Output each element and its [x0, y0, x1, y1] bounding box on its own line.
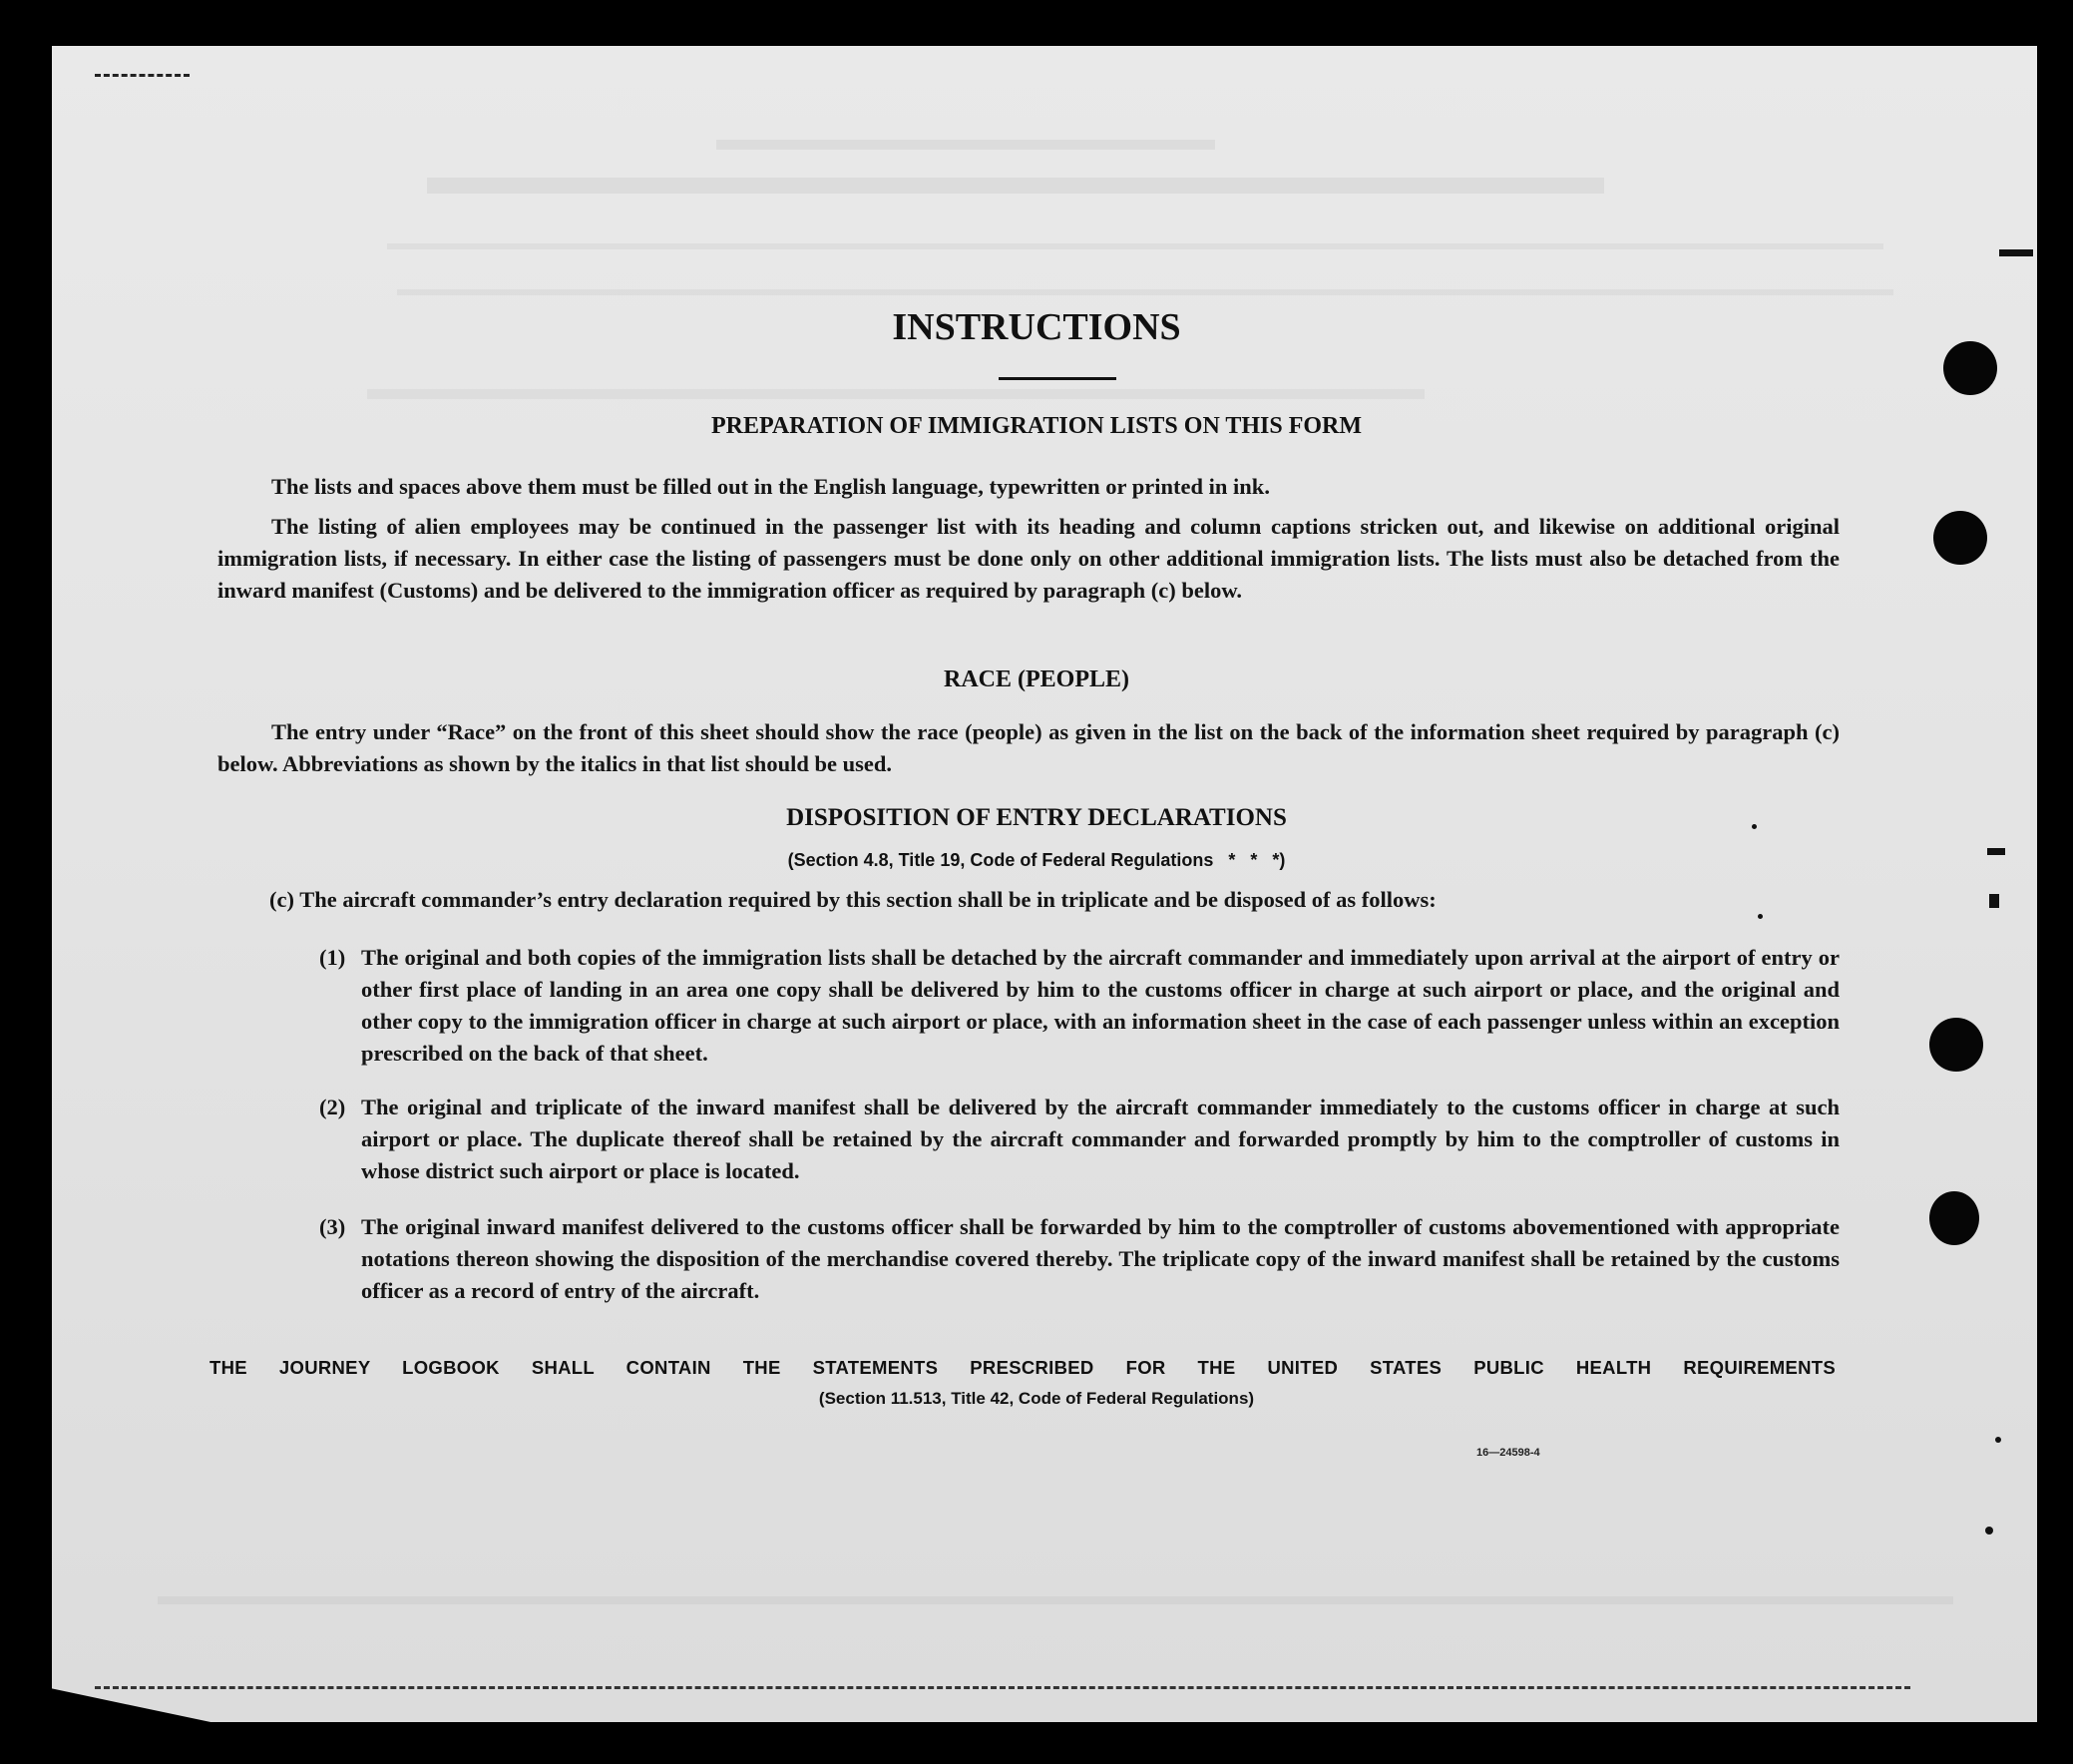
- disposition-item-3: [319, 1211, 1840, 1307]
- disposition-heading: DISPOSITION OF ENTRY DECLARATIONS: [786, 804, 1287, 831]
- race-para: The entry under “Race” on the front of this sheet should show the race (people) as given in the list on the back of the information sheet required by paragraph (c) below. Abbreviations as shown by the italics in that list should be used.: [217, 719, 1840, 776]
- title-underline: [999, 377, 1116, 380]
- item-text: The original and triplicate of the inward manifest shall be delivered by the aircraft commander immediately to the customs officer in charge at such airport or place. The duplicate thereof shall be retained by the aircraft commander and forwarded promptly by him to the comptroller of customs in whose district such airport or place is located.: [361, 1095, 1840, 1183]
- item-number: (2): [319, 1095, 346, 1119]
- footer-line-2: (Section 11.513, Title 42, Code of Federal Regulations): [818, 1389, 1255, 1408]
- footer-line-1: THE JOURNEY LOGBOOK SHALL CONTAIN THE STATEMENTS PRESCRIBED FOR THE UNITED STATES PUBLIC HEALTH REQUIREMENTS: [209, 1357, 1836, 1378]
- disposition-item-1: [319, 942, 1840, 1070]
- disposition-subheading: (Section 4.8, Title 19, Code of Federal Regulations * * *): [787, 850, 1286, 870]
- item-text: The original and both copies of the immigration lists shall be detached by the aircraft commander and immediately upon arrival at the airport of entry or other first place of landing in an area one copy shall be delivered by him to the customs officer in charge at such airport or place, and the original and other copy to the immigration officer in charge at such airport or place, with an information sheet in the case of each passenger unless within an exception prescribed on the back of that sheet.: [361, 945, 1840, 1066]
- item-number: (1): [319, 945, 346, 970]
- item-text: The original inward manifest delivered to the customs officer shall be forwarded by him to the comptroller of customs abovementioned with appropriate notations thereon showing the disposition of the merchandise covered thereby. The triplicate copy of the inward manifest shall be retained by the customs officer as a record of entry of the aircraft.: [361, 1214, 1840, 1303]
- preparation-para-2: The listing of alien employees may be continued in the passenger list with its heading and column captions stricken out, and likewise on additional original immigration lists, if necessary. In either case the listing of passengers must be done only on other additional immigration lists. The lists must also be detached from the inward manifest (Customs) and be delivered to the immigration officer as required by paragraph (c) below.: [217, 514, 1840, 603]
- form-code: 16—24598-4: [1476, 1447, 1540, 1459]
- preparation-para-1: The lists and spaces above them must be filled out in the English language, typewritten or printed in ink.: [271, 474, 1270, 499]
- race-heading: RACE (PEOPLE): [944, 666, 1129, 692]
- disposition-intro: (c) The aircraft commander’s entry declaration required by this section shall be in triplicate and be disposed of as follows:: [269, 887, 1437, 912]
- disposition-item-2: [319, 1092, 1840, 1187]
- preparation-heading: PREPARATION OF IMMIGRATION LISTS ON THIS FORM: [710, 413, 1363, 439]
- item-number: (3): [319, 1214, 346, 1239]
- page-title: INSTRUCTIONS: [892, 306, 1181, 348]
